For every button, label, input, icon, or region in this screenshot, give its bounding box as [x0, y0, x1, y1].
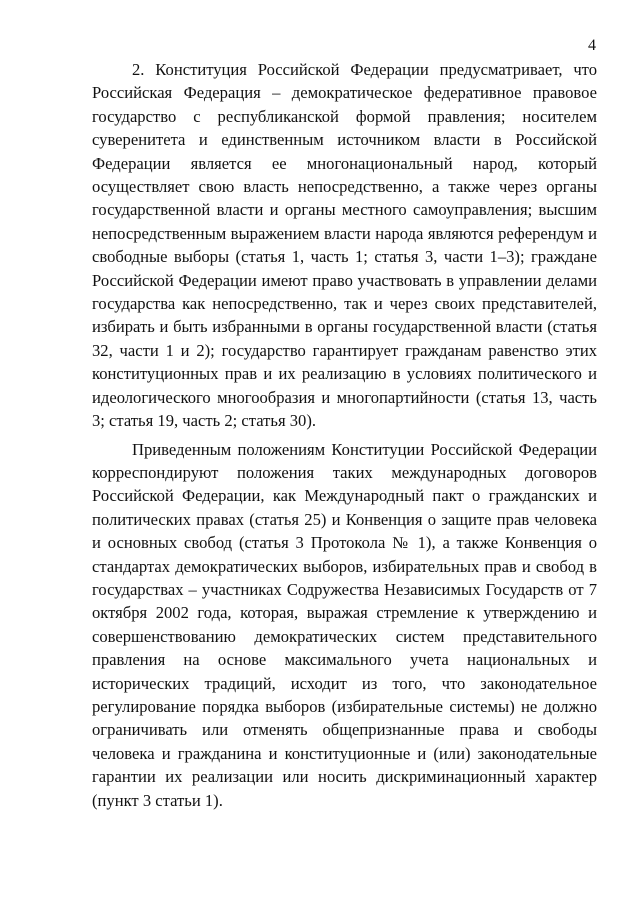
- document-body: [92, 58, 597, 812]
- paragraph-constitution: 2. Конституция Российской Федерации предусматривает, что Российская Федерация – демократическое федеративное правовое государство с республиканской формой правления; носителем суверенитета и единственным источником власти в Российской Федерации является ее многонациональный народ, который осуществляет свою власть непосредственно, а также через органы государственной власти и органы местного самоуправления; высшим непосредственным выражением власти народа являются референдум и свободные выборы (статья 1, часть 1; статья 3, части 1–3); граждане Российской Федерации имеют право участвовать в управлении делами государства как непосредственно, так и через своих представителей, избирать и быть избранными в органы государственной власти (статья 32, части 1 и 2); государство гарантирует гражданам равенство этих конституционных прав и их реализацию в условиях политического и идеологического многообразия и многопартийности (статья 13, часть 3; статья 19, часть 2; статья 30).: [92, 60, 597, 431]
- page-number: 4: [588, 37, 596, 54]
- paragraph-international-treaties: Приведенным положениям Конституции Российской Федерации корреспондируют положения таких международных договоров Российской Федерации, как Международный пакт о гражданских и политических правах (статья 25) и Конвенция о защите прав человека и основных свобод (статья 3 Протокола № 1), а также Конвенция о стандартах демократических выборов, избирательных прав и свобод в государствах – участниках Содружества Независимых Государств от 7 октября 2002 года, которая, выражая стремление к утверждению и совершенствованию демократических систем представительного правления на основе максимального учета национальных и исторических традиций, исходит из того, что законодательное регулирование порядка выборов (избирательные системы) не должно ограничивать или отменять общепризнанные права и свободы человека и гражданина и конституционные и (или) законодательные гарантии их реализации или носить дискриминационный характер (пункт 3 статьи 1).: [92, 439, 597, 810]
